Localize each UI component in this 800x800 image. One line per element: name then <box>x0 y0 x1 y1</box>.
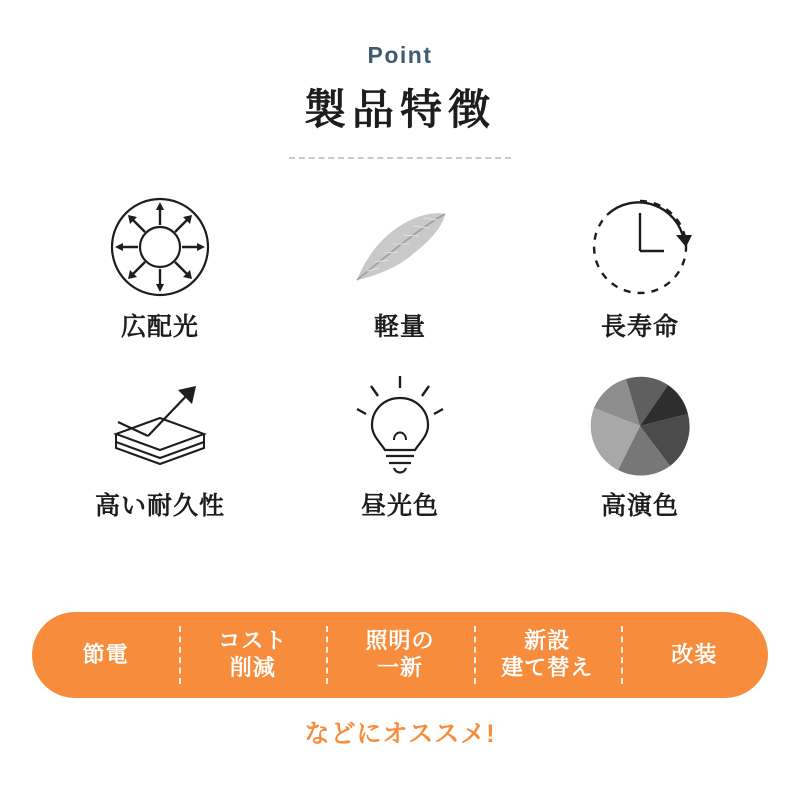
tag-line: 建て替え <box>501 655 594 680</box>
feature-label: 広配光 <box>120 313 199 341</box>
tag-line: 一新 <box>377 655 424 680</box>
feature-grid <box>0 195 800 519</box>
feather-icon <box>340 195 460 299</box>
feature-item <box>280 374 520 519</box>
feature-item <box>40 374 280 519</box>
feature-item <box>520 374 760 519</box>
feature-label: 高演色 <box>600 492 679 520</box>
title-divider <box>289 157 511 159</box>
tag-item <box>326 612 473 698</box>
tag-bar <box>32 612 768 698</box>
lightbulb-icon <box>340 374 460 478</box>
page-title: 製品特徴 <box>303 86 496 133</box>
tag-line: 節電 <box>82 641 129 667</box>
tag-line: 改装 <box>671 641 718 667</box>
recommendation-caption: などにオススメ! <box>304 720 496 748</box>
feature-label: 軽量 <box>373 313 426 341</box>
tag-item <box>621 612 768 698</box>
wide-light-distribution-icon <box>100 195 220 299</box>
tag-line: 照明の <box>365 628 435 654</box>
page-header <box>0 0 800 159</box>
tag-line: 新設 <box>524 628 571 654</box>
tag-line: 削減 <box>229 655 276 680</box>
recommendation-section <box>32 612 768 750</box>
durability-panel-icon <box>100 374 220 478</box>
tag-line: コスト <box>218 628 288 654</box>
feature-label: 昼光色 <box>360 492 439 520</box>
tag-item <box>474 612 621 698</box>
clock-icon <box>580 195 700 299</box>
feature-label: 長寿命 <box>600 313 679 341</box>
feature-label: 高い耐久性 <box>94 492 225 520</box>
tag-item <box>179 612 326 698</box>
tag-item <box>32 612 179 698</box>
aperture-icon <box>580 374 700 478</box>
feature-item <box>520 195 760 340</box>
eyebrow-label: Point <box>367 42 433 68</box>
feature-item <box>40 195 280 340</box>
feature-item <box>280 195 520 340</box>
